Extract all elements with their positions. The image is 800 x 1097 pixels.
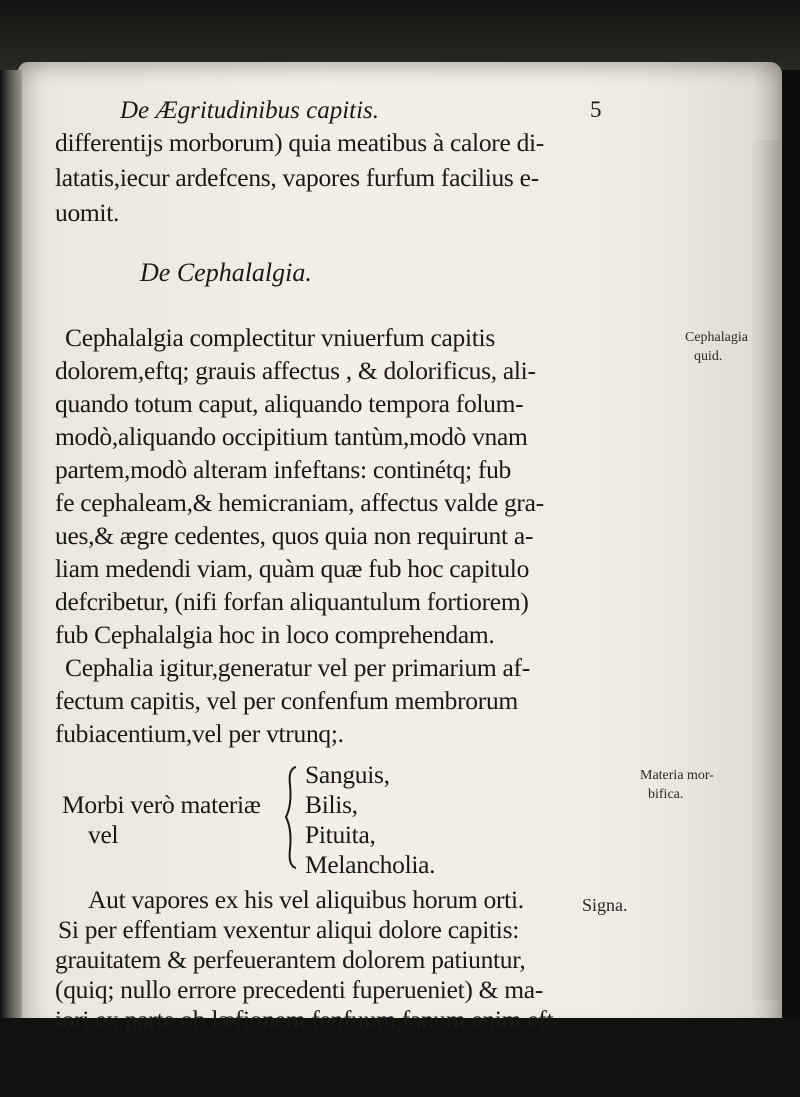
text-line: grauitatem & perfeuerantem dolorem patiuntur, xyxy=(55,945,526,974)
text-line: liam medendi viam, quàm quæ fub hoc capitulo xyxy=(55,554,530,583)
curly-brace-icon xyxy=(284,765,298,870)
text-line: quando totum caput, aliquando tempora folum- xyxy=(55,389,524,418)
brace-item: Bilis, xyxy=(305,790,358,819)
text-line: iori ex parte ob læfionem fenfuum,fanum enim eft xyxy=(55,1005,554,1034)
text-line: partem,modò alteram infeftans: continétq; fub xyxy=(55,455,511,484)
text-line: Si per effentiam vexentur aliqui dolore capitis: xyxy=(58,915,519,944)
text-line: dolorem,eftq; grauis affectus , & dolorificus, ali- xyxy=(55,356,536,385)
text-line: ues,& ægre cedentes, quos quia non requirunt a- xyxy=(55,521,534,550)
brace-item: Pituita, xyxy=(305,820,376,849)
running-title: De Ægritudinibus capitis. xyxy=(120,97,380,124)
text-line: latatis,iecur ardefcens, vapores furfum facilius e- xyxy=(55,163,539,192)
text-line: fubiacentium,vel per vtrunq;. xyxy=(55,719,344,748)
brace-item: Melancholia. xyxy=(305,850,436,879)
text-line: fub Cephalalgia hoc in loco comprehendam. xyxy=(55,620,495,649)
text-line: differentijs morborum) quia meatibus à calore di- xyxy=(55,128,545,157)
margin-note: bifica. xyxy=(648,787,684,802)
page-shadow xyxy=(750,140,780,1000)
margin-note: Signa. xyxy=(582,895,628,915)
margin-note: quid. xyxy=(694,349,723,364)
text-line: uomit. xyxy=(55,198,120,227)
text-line: Aut vapores ex his vel aliquibus horum orti. xyxy=(88,885,524,914)
text-line: fe cephaleam,& hemicraniam, affectus valde gra- xyxy=(55,488,544,517)
text-line: (quiq; nullo errore precedenti fuperueniet) & ma- xyxy=(55,975,544,1004)
page-number: 5 xyxy=(590,97,602,122)
text-line: defcribetur, (nifi forfan aliquantulum fortiorem) xyxy=(55,587,529,616)
text-line: Cephalia igitur,generatur vel per primarium af- xyxy=(65,653,530,682)
brace-item: Sanguis, xyxy=(305,760,390,789)
margin-note: Cephalagia xyxy=(685,330,748,345)
brace-label: vel xyxy=(88,820,119,849)
text-line: Cephalalgia complectitur vniuerfum capitis xyxy=(65,323,495,352)
brace-label: Morbi verò materiæ xyxy=(62,790,261,819)
text-line: fectum capitis, vel per confenfum membrorum xyxy=(55,686,518,715)
section-heading: De Cephalalgia. xyxy=(140,258,312,287)
text-line: modò,aliquando occipitium tantùm,modò vnam xyxy=(55,422,528,451)
book-gutter xyxy=(0,70,22,1030)
scan-top-edge xyxy=(0,0,800,70)
margin-note: Materia mor- xyxy=(640,768,714,783)
